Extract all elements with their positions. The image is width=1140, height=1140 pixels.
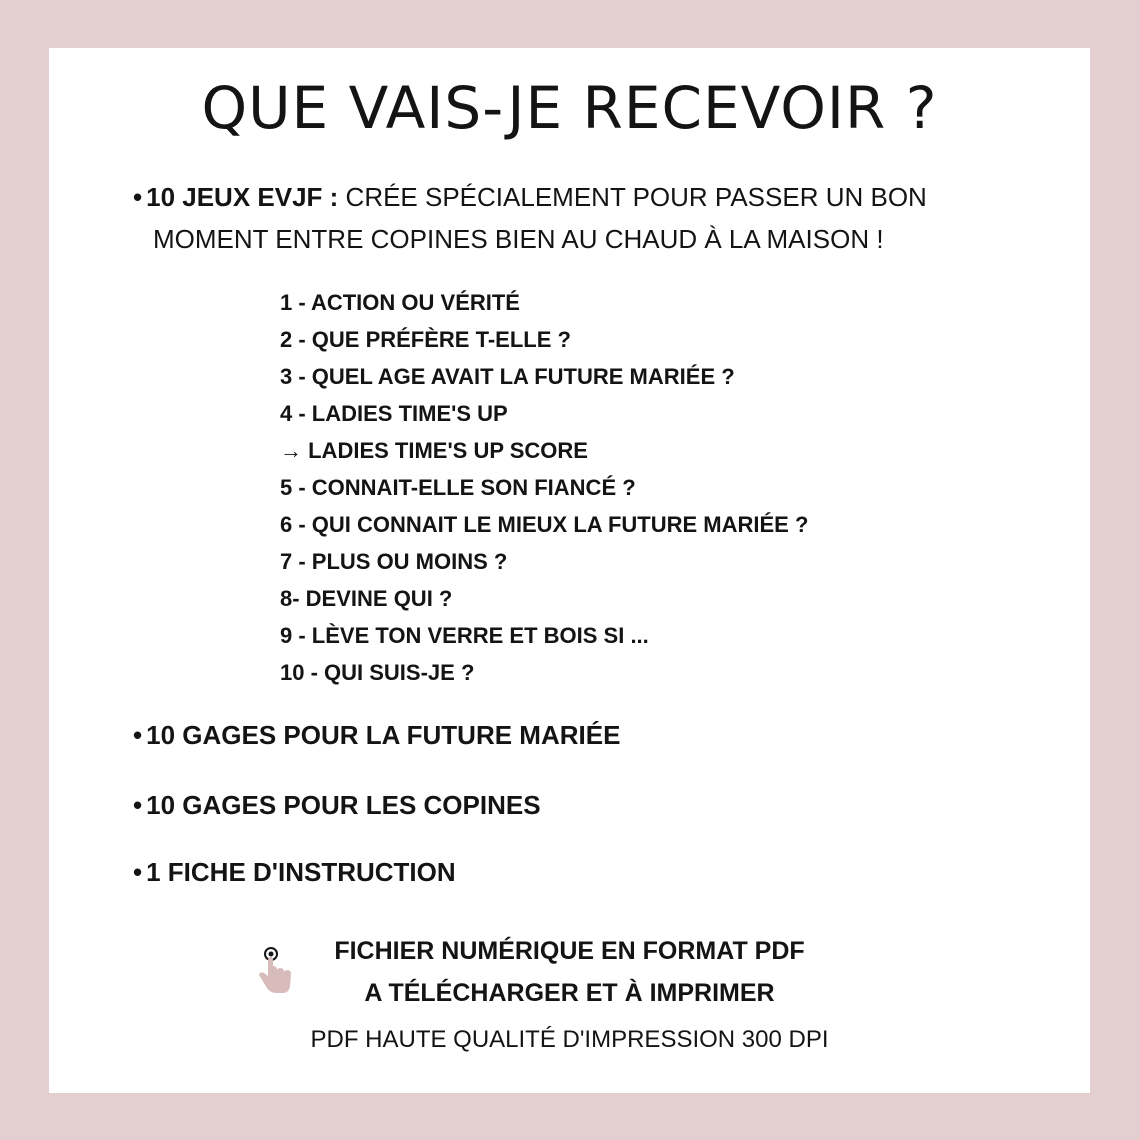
bullet-text: 10 GAGES POUR LES COPINES [146, 790, 541, 820]
game-item: 9 - LÈVE TON VERRE ET BOIS SI ... [280, 623, 649, 648]
bullet-gages-copines [133, 784, 541, 826]
intro-text-line1: CRÉE SPÉCIALEMENT POUR PASSER UN BON [338, 182, 927, 212]
game-item: 5 - CONNAIT-ELLE SON FIANCÉ ? [280, 475, 636, 500]
footer-sub: PDF HAUTE QUALITÉ D'IMPRESSION 300 DPI [310, 1026, 829, 1053]
bullet-text: 1 FICHE D'INSTRUCTION [146, 857, 456, 887]
game-item: 4 - LADIES TIME'S UP [280, 401, 508, 426]
game-item: 7 - PLUS OU MOINS ? [280, 549, 508, 574]
intro-bullet [133, 176, 953, 260]
footer-line1: FICHIER NUMÉRIQUE EN FORMAT PDF [334, 937, 805, 965]
footer-line2: A TÉLÉCHARGER ET À IMPRIMER [364, 979, 775, 1007]
bullet-dot: • [133, 857, 143, 887]
bullet-text: 10 GAGES POUR LA FUTURE MARIÉE [146, 720, 621, 750]
game-item: 1 - ACTION OU VÉRITÉ [280, 290, 520, 315]
game-item: 8- DEVINE QUI ? [280, 586, 453, 611]
intro-bold: 10 JEUX EVJF : [146, 182, 339, 212]
game-item: 6 - QUI CONNAIT LE MIEUX LA FUTURE MARIÉE ? [280, 512, 809, 537]
game-item: → LADIES TIME'S UP SCORE [280, 438, 588, 463]
bullet-dot: • [133, 182, 143, 212]
content-card [49, 48, 1090, 1093]
game-item: 3 - QUEL AGE AVAIT LA FUTURE MARIÉE ? [280, 364, 735, 389]
bullet-gages-mariee [133, 714, 620, 756]
bullet-dot: • [133, 790, 143, 820]
game-item: 2 - QUE PRÉFÈRE T-ELLE ? [280, 327, 571, 352]
footer-main [49, 930, 1090, 1014]
bullet-fiche-instruction [133, 851, 456, 893]
bullet-dot: • [133, 720, 143, 750]
game-item: 10 - QUI SUIS-JE ? [280, 660, 475, 685]
page-title: QUE VAIS-JE RECEVOIR ? [201, 74, 938, 142]
intro-text-line2: MOMENT ENTRE COPINES BIEN AU CHAUD À LA MAISON ! [153, 224, 884, 254]
games-list [280, 284, 808, 691]
